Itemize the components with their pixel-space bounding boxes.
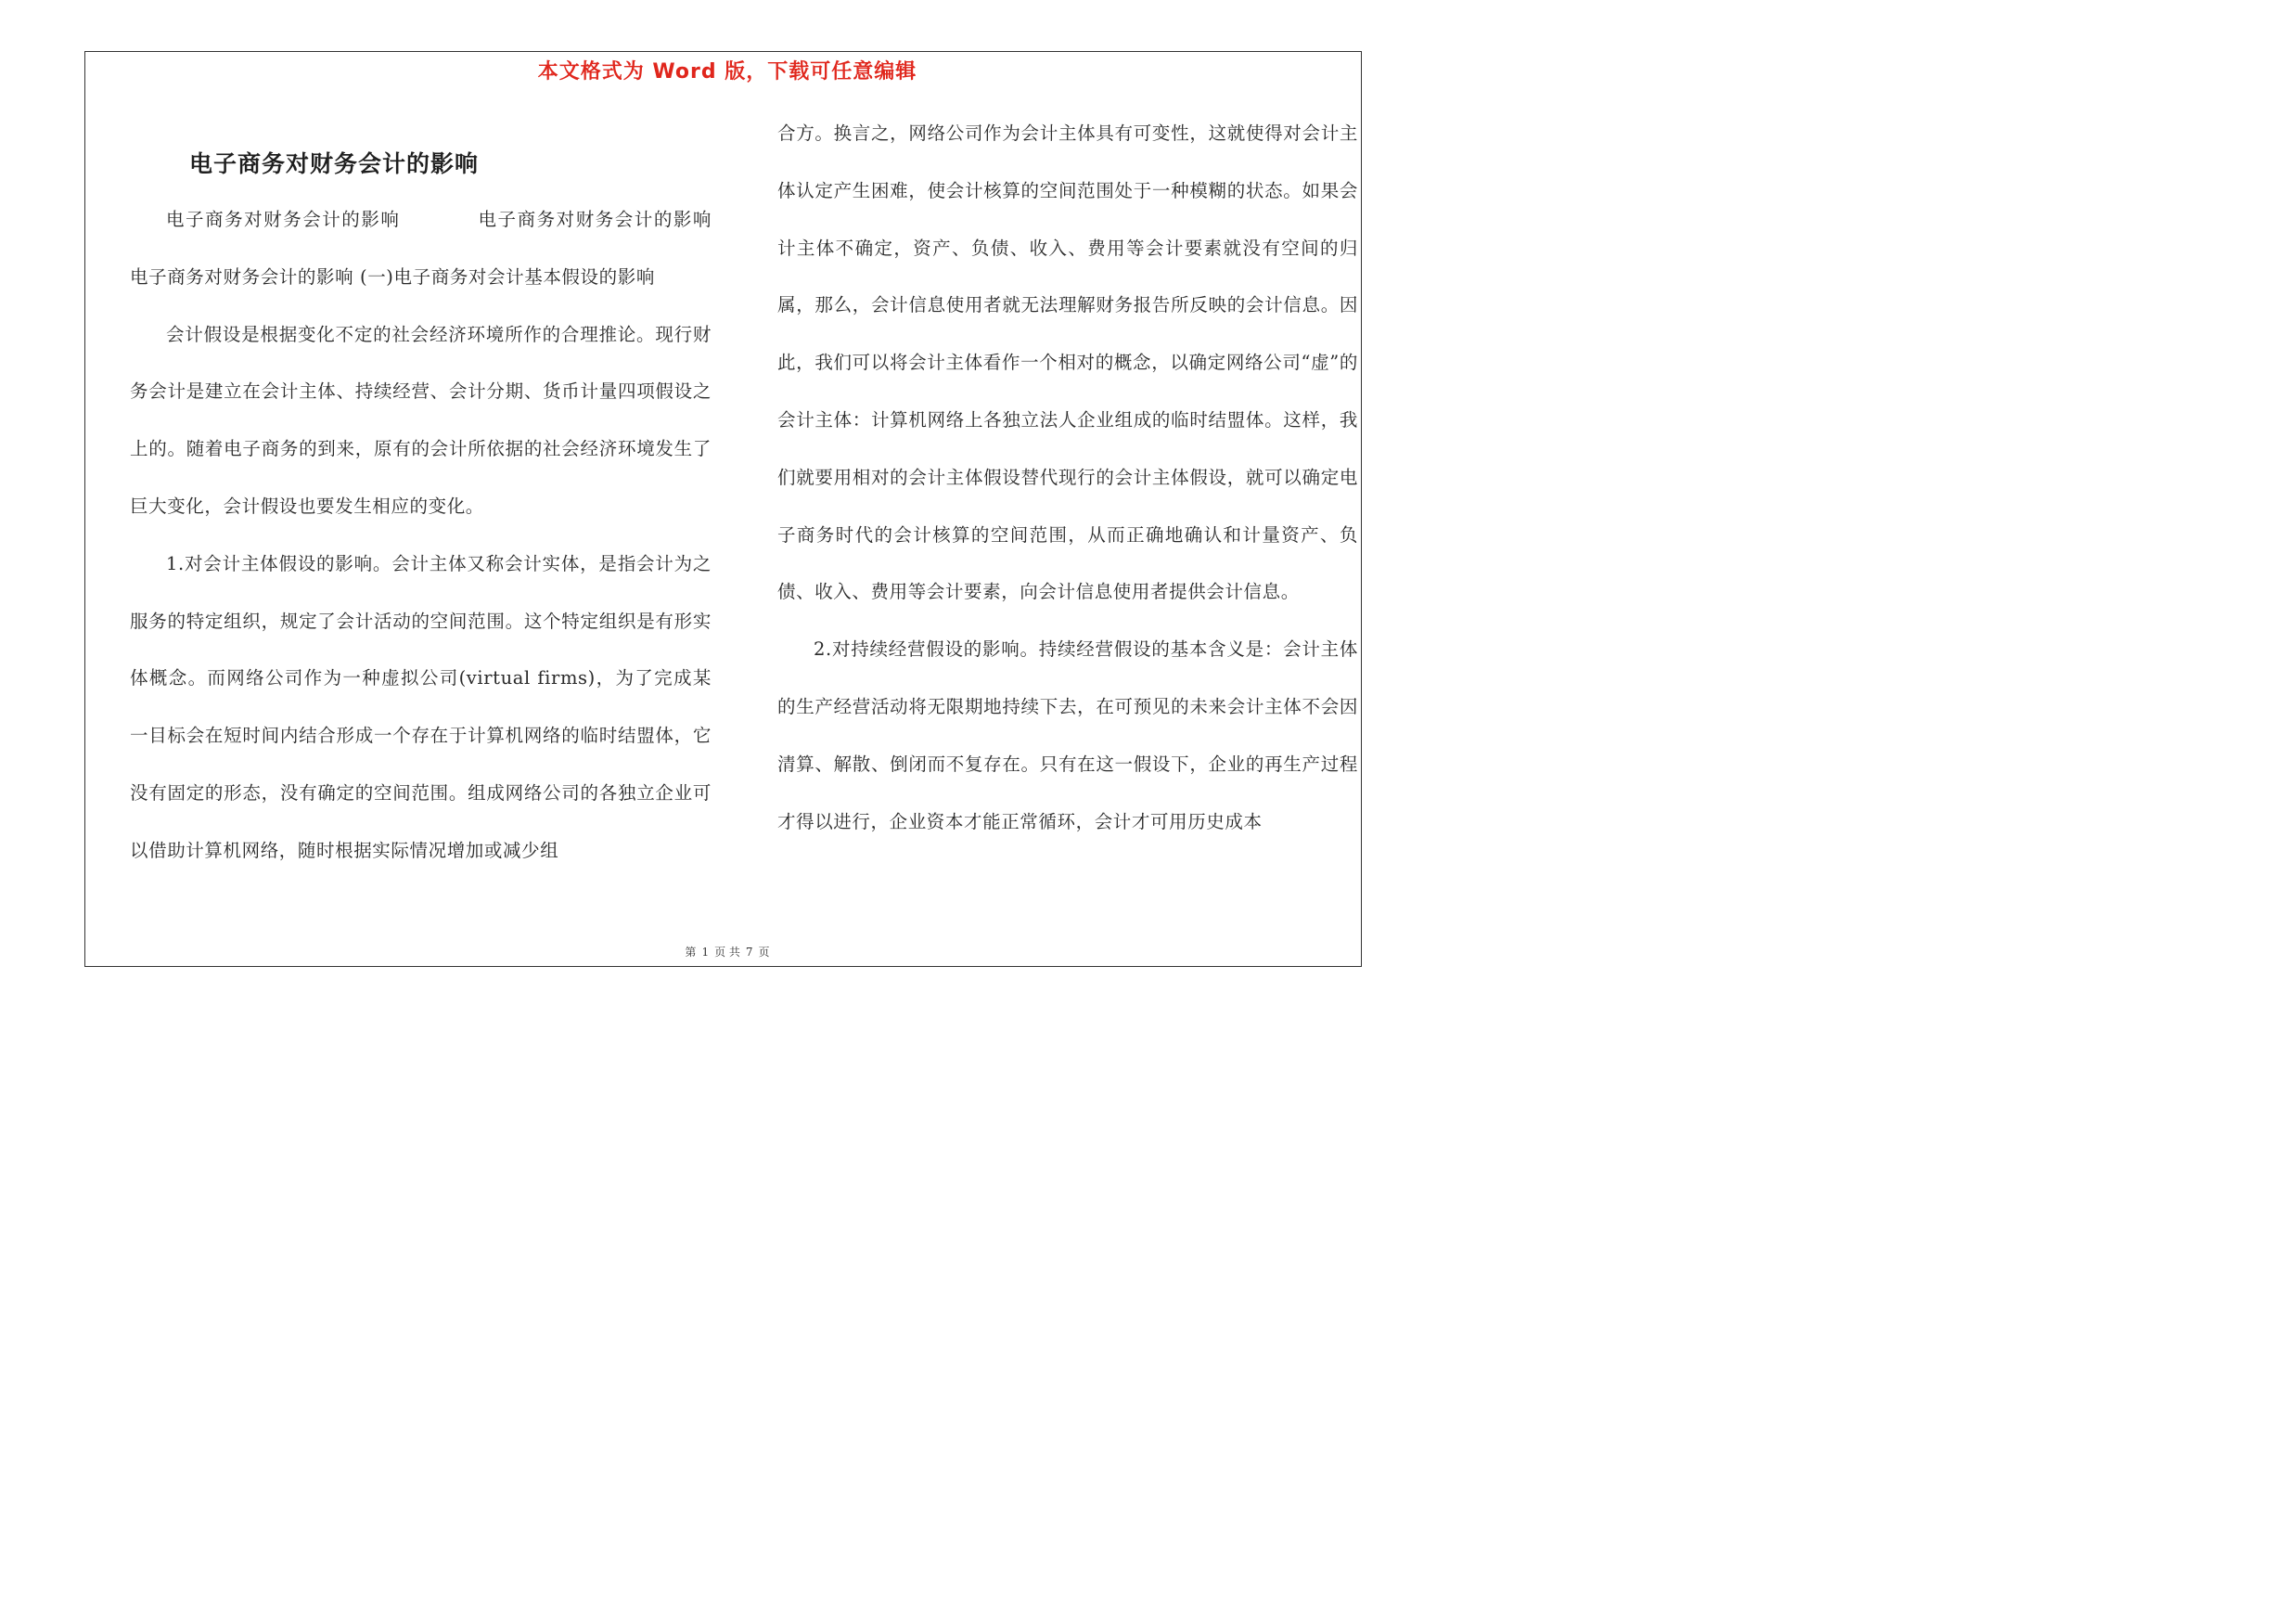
right-text-column xyxy=(777,105,1358,850)
entity-assumption-continued-paragraph: 合方。换言之，网络公司作为会计主体具有可变性，这就使得对会计主体认定产生困难，使会计核算的空间范围处于一种模糊的状态。如果会计主体不确定，资产、负债、收入、费用等会计要素就没有空间的归属，那么，会计信息使用者就无法理解财务报告所反映的会计信息。因此，我们可以将会计主体看作一个相对的概念，以确定网络公司“虚”的会计主体：计算机网络上各独立法人企业组成的临时结盟体。这样，我们就要用相对的会计主体假设替代现行的会计主体假设，就可以确定电子商务时代的会计核算的空间范围，从而正确地确认和计量资产、负债、收入、费用等会计要素，向会计信息使用者提供会计信息。 xyxy=(777,122,1358,603)
page-label-prefix: 第 xyxy=(685,946,697,959)
page-label-suffix: 页 xyxy=(758,946,770,959)
format-notice-banner: 本文格式为 Word 版，下载可任意编辑 xyxy=(537,60,917,84)
current-page-number: 1 xyxy=(701,946,710,959)
total-pages-number: 7 xyxy=(745,946,753,959)
intro-paragraph: 电子商务对财务会计的影响 电子商务对财务会计的影响 电子商务对财务会计的影响 (一)电子商务对会计基本假设的影响 xyxy=(130,209,787,288)
page-label-mid: 页 共 xyxy=(714,946,740,959)
page-footer xyxy=(0,944,1455,960)
accounting-assumption-paragraph: 会计假设是根据变化不定的社会经济环境所作的合理推论。现行财务会计是建立在会计主体、持续经营、会计分期、货币计量四项假设之上的。随着电子商务的到来，原有的会计所依据的社会经济环境发生了巨大变化，会计假设也要发生相应的变化。 xyxy=(130,323,712,517)
going-concern-paragraph: 2.对持续经营假设的影响。持续经营假设的基本含义是：会计主体的生产经营活动将无限期地持续下去，在可预见的未来会计主体不会因清算、解散、倒闭而不复存在。只有在这一假设下，企业的再生产过程才得以进行，企业资本才能正常循环，会计才可用历史成本 xyxy=(777,638,1358,832)
entity-assumption-paragraph: 1.对会计主体假设的影响。会计主体又称会计实体，是指会计为之服务的特定组织，规定了会计活动的空间范围。这个特定组织是有形实体概念。而网络公司作为一种虚拟公司(virtual firms)，为了完成某一目标会在短时间内结合形成一个存在于计算机网络的临时结盟体，它没有固定的形态，没有确定的空间范围。组成网络公司的各独立企业可以借助计算机网络，随时根据实际情况增加或减少组 xyxy=(130,552,712,861)
left-text-column xyxy=(130,191,787,880)
document-title: 电子商务对财务会计的影响 xyxy=(188,149,479,177)
